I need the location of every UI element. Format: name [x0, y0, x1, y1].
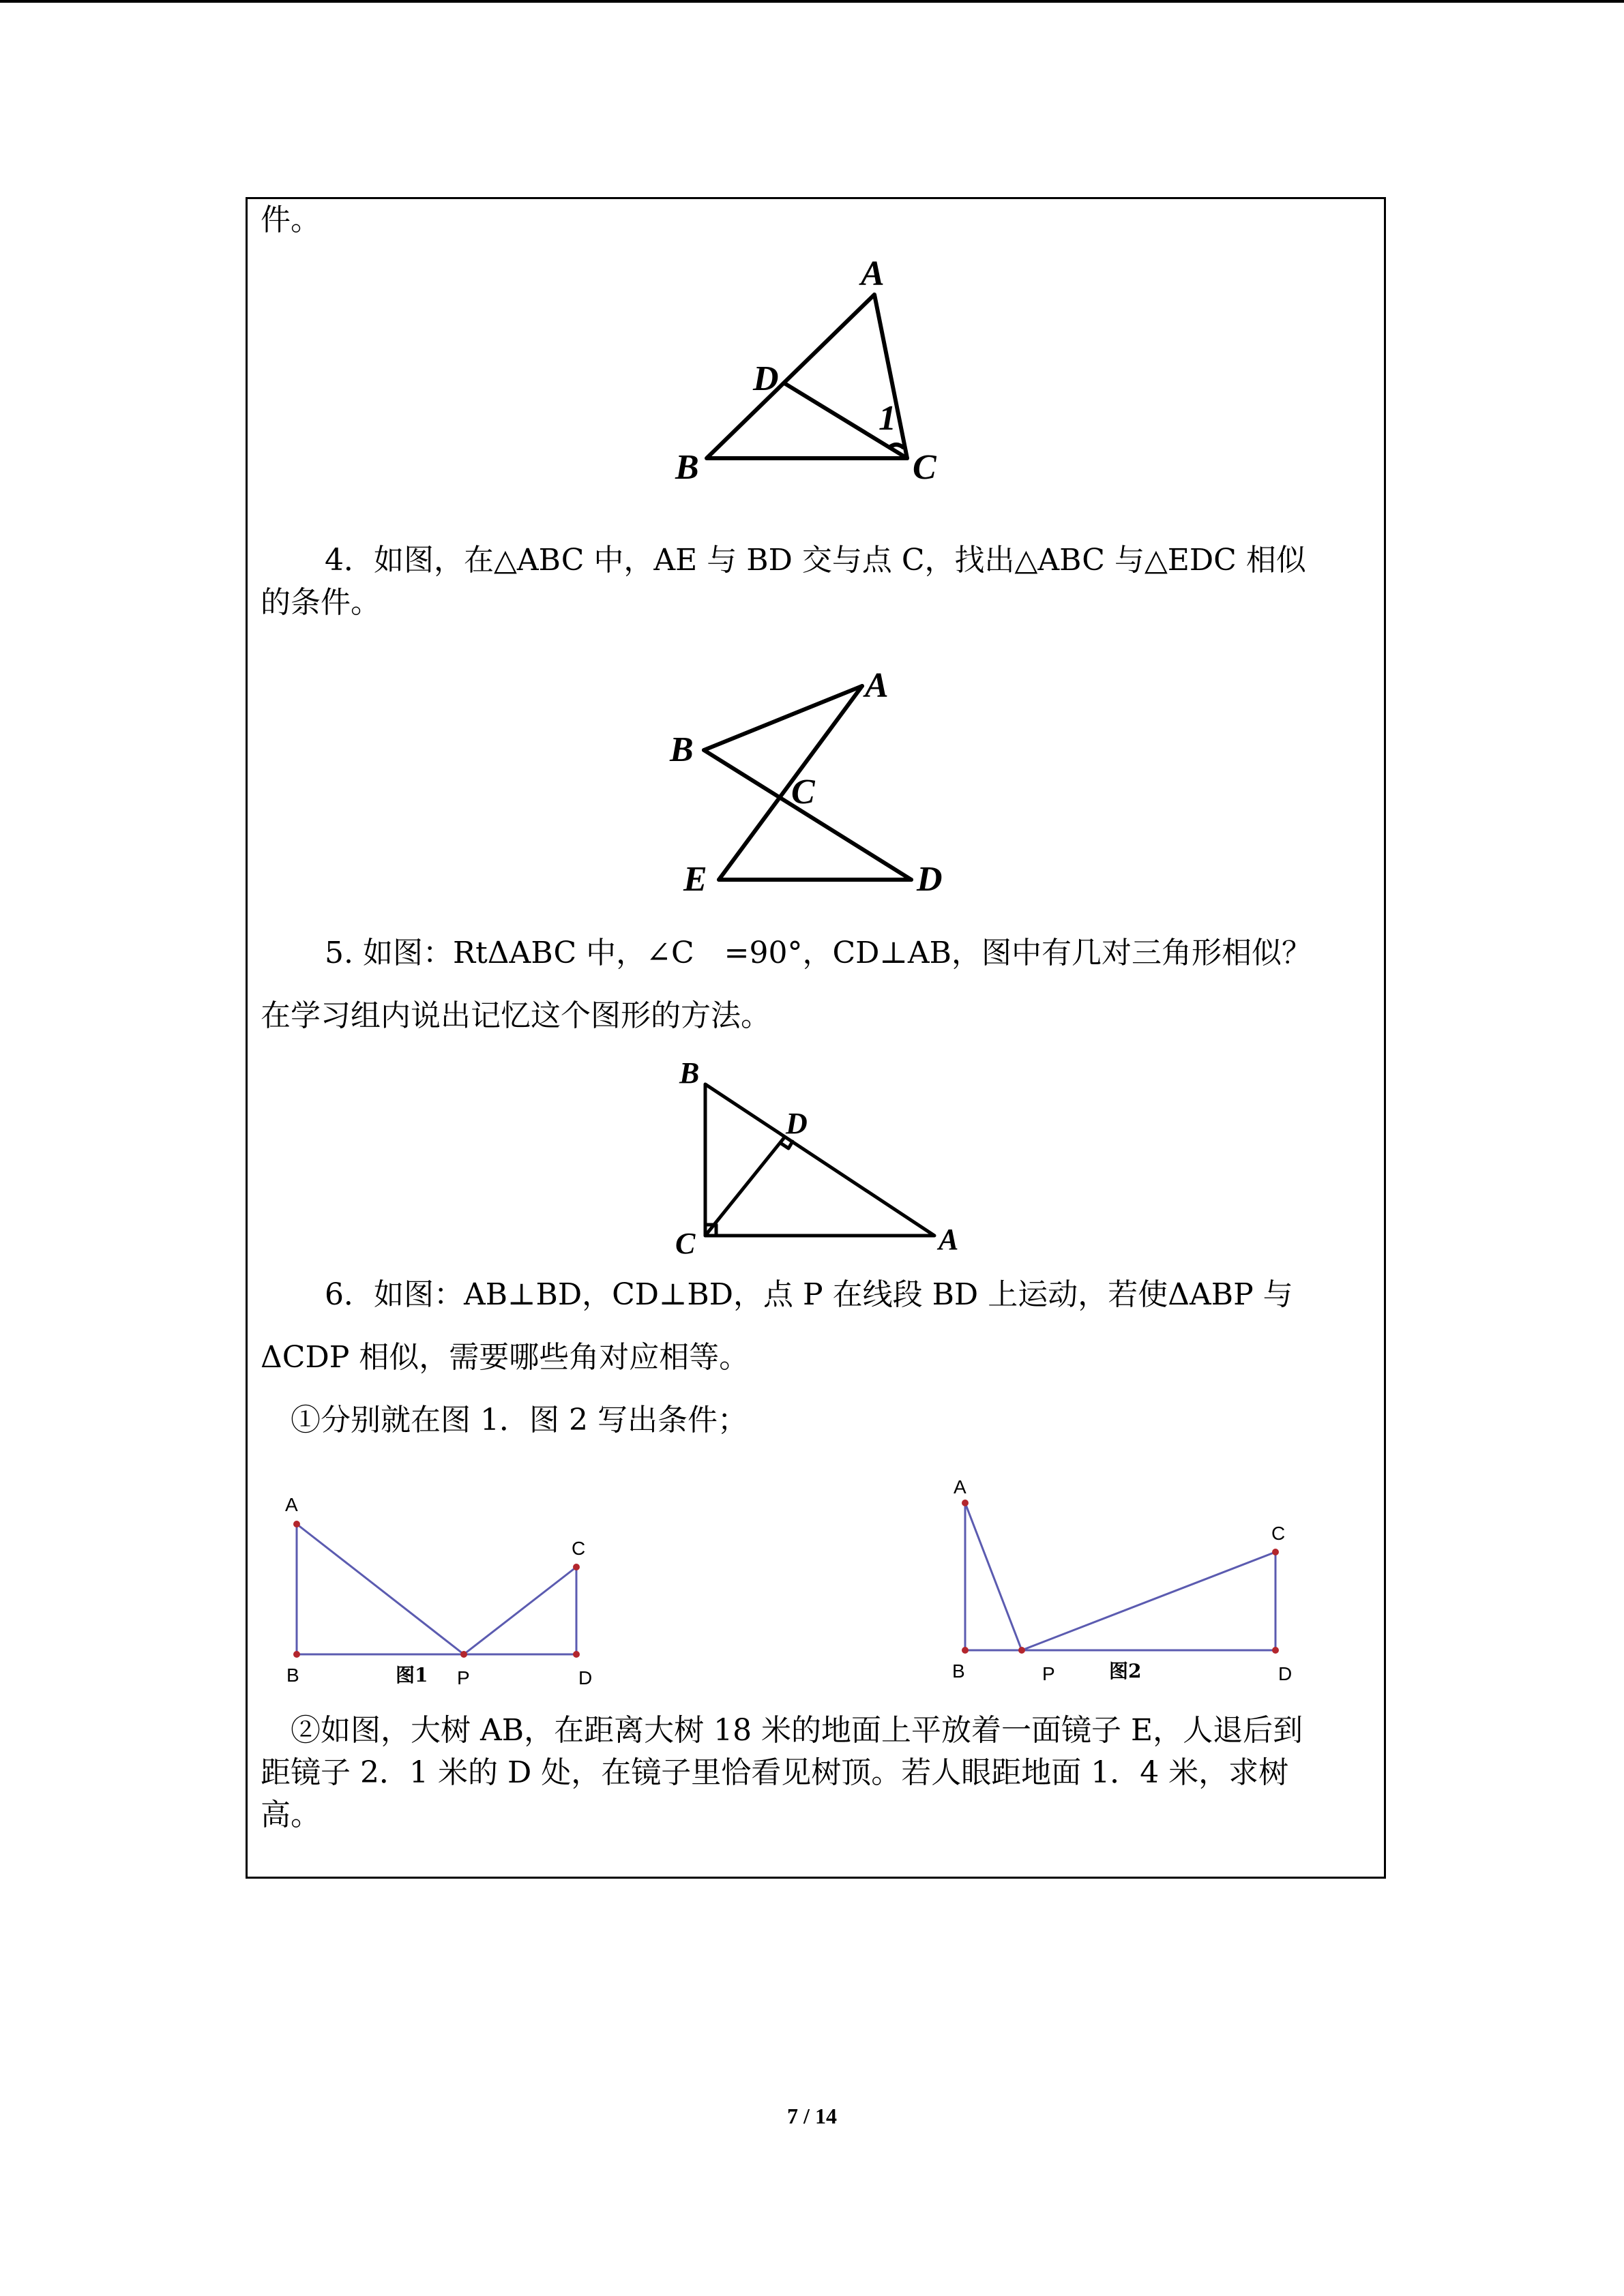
figure-q4-crossed-triangles: [655, 655, 975, 900]
label-C: C: [675, 1227, 696, 1260]
label-B: B: [675, 448, 699, 487]
label-B: B: [670, 730, 694, 769]
label-D: D: [1278, 1663, 1293, 1684]
question-5-line-2: 在学习组内说出记忆这个图形的方法。: [261, 998, 771, 1033]
figure-q3-triangle: [655, 245, 955, 491]
label-A: A: [285, 1494, 298, 1515]
label-D: D: [753, 359, 779, 398]
label-P: P: [1042, 1663, 1055, 1684]
question-6-sub-1: ①分别就在图 1．图 2 写出条件；: [291, 1403, 748, 1437]
figure-q5-right-triangle: [668, 1057, 969, 1262]
label-A: A: [954, 1476, 966, 1497]
question-6-line-1: 6．如图：AB⊥BD，CD⊥BD，点 P 在线段 BD 上运动，若使ΔABP 与: [325, 1277, 1293, 1312]
text-continuation: 件。: [261, 203, 321, 237]
label-E: E: [683, 860, 707, 899]
label-A: A: [939, 1223, 959, 1256]
label-B: B: [952, 1660, 965, 1682]
question-5-line-1: 5. 如图：RtΔABC 中，∠C =90°，CD⊥AB，图中有几对三角形相似？: [325, 936, 1312, 970]
figure-2-diagram: [941, 1466, 1323, 1691]
caption-figure-1: 图1: [396, 1664, 428, 1686]
page-number: 7 / 14: [787, 2104, 837, 2128]
label-angle-1: 1: [879, 399, 896, 438]
page-top-border: [0, 0, 1624, 3]
label-D: D: [578, 1667, 593, 1688]
caption-figure-2: 图2: [1109, 1660, 1142, 1682]
label-P: P: [457, 1667, 470, 1688]
figure-1-diagram: [273, 1487, 614, 1691]
question-6-line-2: ΔCDP 相似，需要哪些角对应相等。: [261, 1340, 750, 1375]
label-C: C: [572, 1538, 586, 1559]
question-6-sub-2-line-3: 高。: [261, 1798, 321, 1832]
label-B: B: [286, 1665, 299, 1686]
question-4-line-2: 的条件。: [261, 585, 381, 620]
label-D: D: [786, 1107, 808, 1140]
question-6-sub-2-line-2: 距镜子 2．1 米的 D 处，在镜子里恰看见树顶。若人眼距地面 1．4 米，求树: [261, 1755, 1289, 1790]
label-C: C: [1271, 1523, 1286, 1544]
label-C: C: [791, 773, 815, 811]
label-B: B: [679, 1056, 700, 1090]
label-C: C: [913, 448, 936, 487]
label-D: D: [917, 860, 943, 899]
question-4-line-1: 4．如图，在△ABC 中，AE 与 BD 交与点 C，找出△ABC 与△EDC 相似: [325, 543, 1306, 578]
question-6-sub-2-line-1: ②如图，大树 AB，在距离大树 18 米的地面上平放着一面镜子 E，人退后到: [291, 1713, 1303, 1748]
label-A: A: [861, 254, 885, 293]
label-A: A: [865, 666, 889, 705]
